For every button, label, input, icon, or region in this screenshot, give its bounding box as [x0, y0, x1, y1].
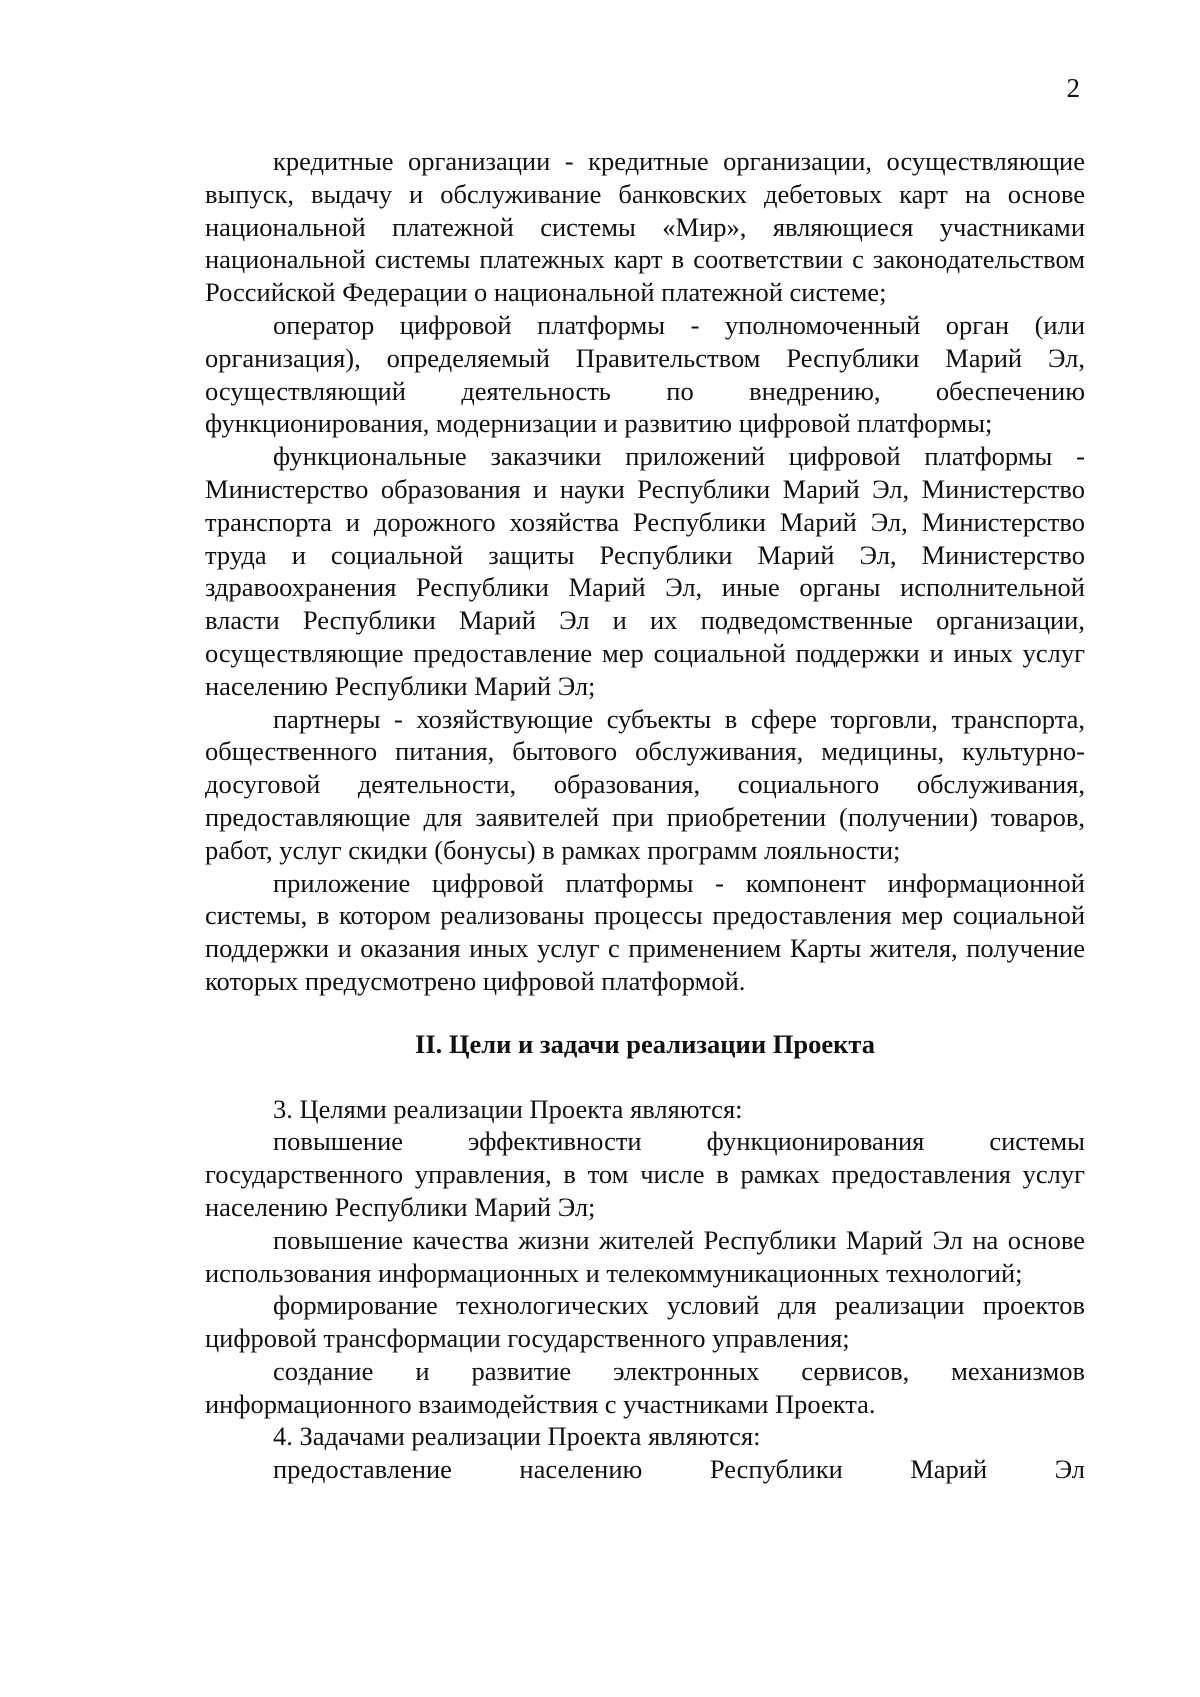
definition-platform-application: приложение цифровой платформы - компонент информационной системы, в котором реализованы процессы предоставления мер социальной поддержки и оказания иных услуг с применением Карты жителя, получение которых предусмотрено цифровой платформой. [205, 867, 1085, 996]
goal-quality-of-life: повышение качества жизни жителей Республики Марий Эл на основе использования информационных и телекоммуникационных технологий; [205, 1224, 1085, 1288]
tasks-intro: 4. Задачами реализации Проекта являются: [273, 1421, 761, 1452]
goal-technological-conditions: формирование технологических условий для реализации проектов цифровой трансформации государственного управления; [205, 1290, 1085, 1354]
definition-credit-organizations: кредитные организации - кредитные организации, осуществляющие выпуск, выдачу и обслуживание банковских дебетовых карт на основе национальной платежной системы «Мир», являющиеся участниками национальной системы платежных карт в соответствии с законодательством Российской Федерации о национальной платежной системе; [205, 146, 1085, 308]
page-number: 2 [1066, 73, 1080, 103]
task-provision: предоставление населению Республики Марий Эл [273, 1454, 1085, 1485]
definition-partners: партнеры - хозяйствующие субъекты в сфере торговли, транспорта, общественного питания, бытового обслуживания, медицины, культурно-досуговой деятельности, образования, социального обслуживания, предоставляющие для заявителей при приобретении (получении) товаров, работ, услуг скидки (бонусы) в рамках программ лояльности; [205, 703, 1085, 865]
document-body [205, 145, 1085, 1486]
goal-efficiency: повышение эффективности функционирования системы государственного управления, в том числе в рамках предоставления услуг населению Республики Марий Эл; [205, 1126, 1085, 1222]
definition-functional-customers: функциональные заказчики приложений цифровой платформы - Министерство образования и науки Республики Марий Эл, Министерство транспорта и дорожного хозяйства Республики Марий Эл, Министерство труда и социальной защиты Республики Марий Эл, Министерство здравоохранения Республики Марий Эл, иные органы исполнительной власти Республики Марий Эл и их подведомственные организации, осуществляющие предоставление мер социальной поддержки и иных услуг населению Республики Марий Эл; [205, 441, 1085, 701]
goal-electronic-services: создание и развитие электронных сервисов, механизмов информационного взаимодействия с участниками Проекта. [205, 1355, 1085, 1419]
section-heading: II. Цели и задачи реализации Проекта [415, 1028, 875, 1059]
goals-intro: 3. Целями реализации Проекта являются: [273, 1093, 743, 1124]
definition-platform-operator: оператор цифровой платформы - уполномоченный орган (или организация), определяемый Правительством Республики Марий Эл, осуществляющий деятельность по внедрению, обеспечению функционирования, модернизации и развитию цифровой платформы; [205, 309, 1085, 439]
